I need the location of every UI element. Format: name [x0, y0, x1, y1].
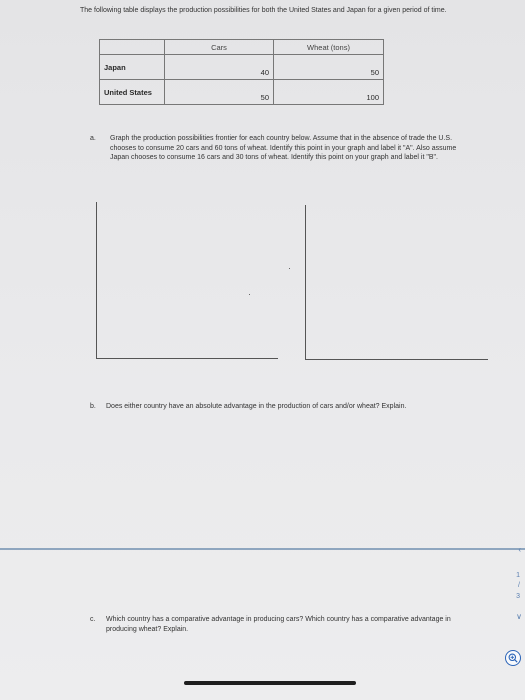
question-b: [90, 402, 462, 412]
table-row: [100, 55, 384, 80]
home-indicator-bar[interactable]: [184, 681, 356, 685]
question-a: [90, 134, 462, 163]
graph-left-x-axis: [96, 358, 278, 359]
table-cell-wheat: 100: [274, 80, 384, 105]
table-cell-country: United States: [100, 80, 165, 105]
question-a-text: Graph the production possibilities frontier for each country below. Assume that in the absence of trade the U.S. chooses to consume 20 cars and 60 tons of wheat. Identify this point in your graph and label it "A". Also assume Japan chooses to consume 16 cars and 30 tons of wheat. Identify this point on your graph and label it "B".: [110, 135, 457, 161]
total-pages-number: 3: [516, 593, 520, 600]
graph-right-y-axis: [305, 205, 306, 359]
current-page-number: 1: [516, 572, 520, 579]
question-b-text: Does either country have an absolute advantage in the production of cars and/or wheat? Explain.: [106, 403, 407, 410]
page-separator: /: [518, 582, 520, 589]
table-cell-cars: 50: [165, 80, 274, 105]
question-a-label: a.: [90, 135, 96, 142]
table-header-wheat: Wheat (tons): [274, 40, 384, 55]
question-c: [90, 615, 462, 634]
question-c-text: Which country has a comparative advantage in producing cars? Which country has a comparative advantage in producing wheat? Explain.: [106, 616, 451, 633]
graph-left-mark: [249, 294, 250, 295]
question-b-label: b.: [90, 403, 96, 410]
table-cell-cars: 40: [165, 55, 274, 80]
intro-text: The following table displays the production possibilities for both the United States and Japan for a given period of time.: [80, 7, 447, 14]
chevron-down-icon[interactable]: ∨: [516, 612, 522, 621]
zoom-in-icon: [508, 653, 518, 663]
graph-right-x-axis: [305, 359, 488, 360]
table-cell-wheat: 50: [274, 55, 384, 80]
graph-left-y-axis: [96, 202, 97, 358]
chevron-left-icon[interactable]: ‹: [518, 545, 521, 554]
page-navigator: [511, 545, 525, 628]
production-table: [99, 39, 384, 105]
table-header-cars: Cars: [165, 40, 274, 55]
table-header-row: [100, 40, 384, 55]
question-c-label: c.: [90, 616, 96, 623]
table-cell-country: Japan: [100, 55, 165, 80]
graph-right-mark: [289, 268, 290, 269]
table-header-blank: [100, 40, 165, 55]
zoom-in-button[interactable]: [505, 650, 521, 666]
table-row: [100, 80, 384, 105]
page-divider: [0, 548, 525, 550]
